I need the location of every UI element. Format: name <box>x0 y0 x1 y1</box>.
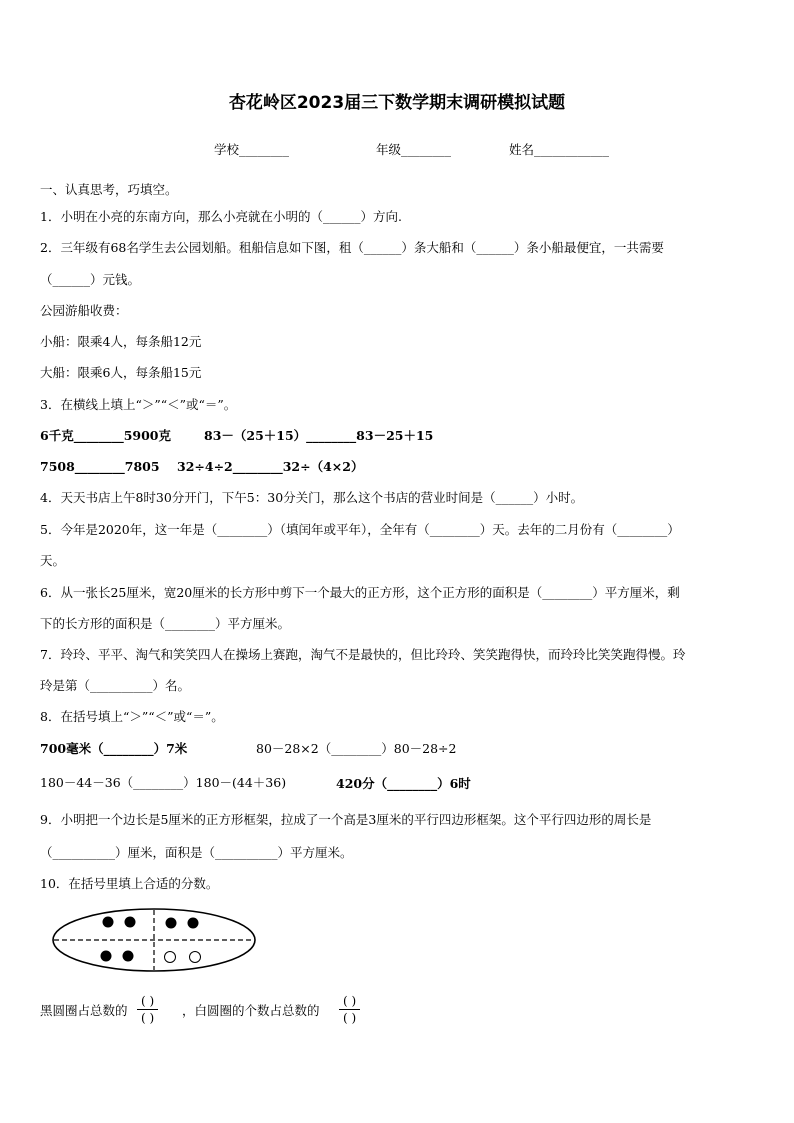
boat-price-title: 公园游船收费： <box>40 303 128 318</box>
black-circle <box>188 918 199 929</box>
question-2-line-1: 2．三年级有68名学生去公园划船。租船信息如下图，租（______）条大船和（______）条小船最便宜，一共需要 <box>40 240 664 255</box>
question-3-item-a: 6千克________5900克 <box>40 428 171 443</box>
question-5-line-1: 5．今年是2020年，这一年是（________）（填闰年或平年），全年有（________）天。去年的二月份有（________） <box>40 522 680 537</box>
question-6-line-2: 下的长方形的面积是（________）平方厘米。 <box>40 616 291 631</box>
circles-oval-figure <box>50 906 260 974</box>
black-circle <box>125 917 136 928</box>
fraction-denominator-blank[interactable]: ( ) <box>343 1011 357 1025</box>
black-circle <box>123 951 134 962</box>
fraction-bar <box>339 1009 360 1010</box>
grade-field[interactable]: 年级________ <box>376 142 452 157</box>
question-3-item-c: 7508________7805 <box>40 459 160 474</box>
black-circle <box>166 918 177 929</box>
question-8-item-c: 180－44－36（________）180－(44＋36) <box>40 775 287 790</box>
small-boat-info: 小船：限乘4人，每条船12元 <box>40 334 202 349</box>
black-circle-fraction-label: 黑圆圈占总数的 <box>40 1003 128 1018</box>
question-2-line-2: （______）元钱。 <box>40 272 141 287</box>
question-6-line-1: 6．从一张长25厘米，宽20厘米的长方形中剪下一个最大的正方形，这个正方形的面积是（________）平方厘米，剩 <box>40 585 680 600</box>
question-3: 3．在横线上填上“＞”“＜”或“＝”。 <box>40 397 237 412</box>
fraction-numerator-blank[interactable]: ( ) <box>141 994 155 1008</box>
school-field[interactable]: 学校________ <box>214 142 290 157</box>
question-9-line-2: （__________）厘米，面积是（__________）平方厘米。 <box>40 845 353 860</box>
section-heading: 一、认真思考，巧填空。 <box>40 182 178 197</box>
large-boat-info: 大船：限乘6人，每条船15元 <box>40 365 202 380</box>
black-fraction-answer[interactable] <box>137 994 158 1025</box>
white-circle <box>190 952 201 963</box>
black-circle <box>101 951 112 962</box>
question-3-item-d: 32÷4÷2________32÷（4×2） <box>177 459 364 474</box>
question-7-line-1: 7．玲玲、平平、淘气和笑笑四人在操场上赛跑，淘气不是最快的，但比玲玲、笑笑跑得快，而玲玲比笑笑跑得慢。玲 <box>40 647 686 662</box>
fraction-bar <box>137 1009 158 1010</box>
question-8-item-a: 700毫米（________）7米 <box>40 741 188 756</box>
question-3-item-b: 83－（25＋15）________83－25＋15 <box>204 428 434 443</box>
fraction-denominator-blank[interactable]: ( ) <box>141 1011 155 1025</box>
fraction-numerator-blank[interactable]: ( ) <box>343 994 357 1008</box>
question-7-line-2: 玲是第（__________）名。 <box>40 678 191 693</box>
question-1: 1．小明在小亮的东南方向，那么小亮就在小明的（______）方向. <box>40 209 402 224</box>
white-circle <box>165 952 176 963</box>
question-9-line-1: 9．小明把一个边长是5厘米的正方形框架，拉成了一个高是3厘米的平行四边形框架。这个平行四边形的周长是 <box>40 812 652 827</box>
question-5-line-2: 天。 <box>40 553 66 568</box>
page-title: 杏花岭区2023届三下数学期末调研模拟试题 <box>228 93 566 113</box>
question-10: 10．在括号里填上合适的分数。 <box>40 876 219 891</box>
question-8-item-d: 420分（________）6时 <box>336 776 471 791</box>
name-field[interactable]: 姓名____________ <box>509 142 610 157</box>
white-fraction-answer[interactable] <box>339 994 360 1025</box>
white-circle-fraction-label: ，白圆圈的个数占总数的 <box>182 1003 320 1018</box>
question-4: 4．天天书店上午8时30分开门，下午5：30分关门，那么这个书店的营业时间是（______）小时。 <box>40 490 584 505</box>
question-8: 8．在括号填上“＞”“＜”或“＝”。 <box>40 709 224 724</box>
question-8-item-b: 80－28×2（________）80－28÷2 <box>256 741 457 756</box>
black-circle <box>103 917 114 928</box>
